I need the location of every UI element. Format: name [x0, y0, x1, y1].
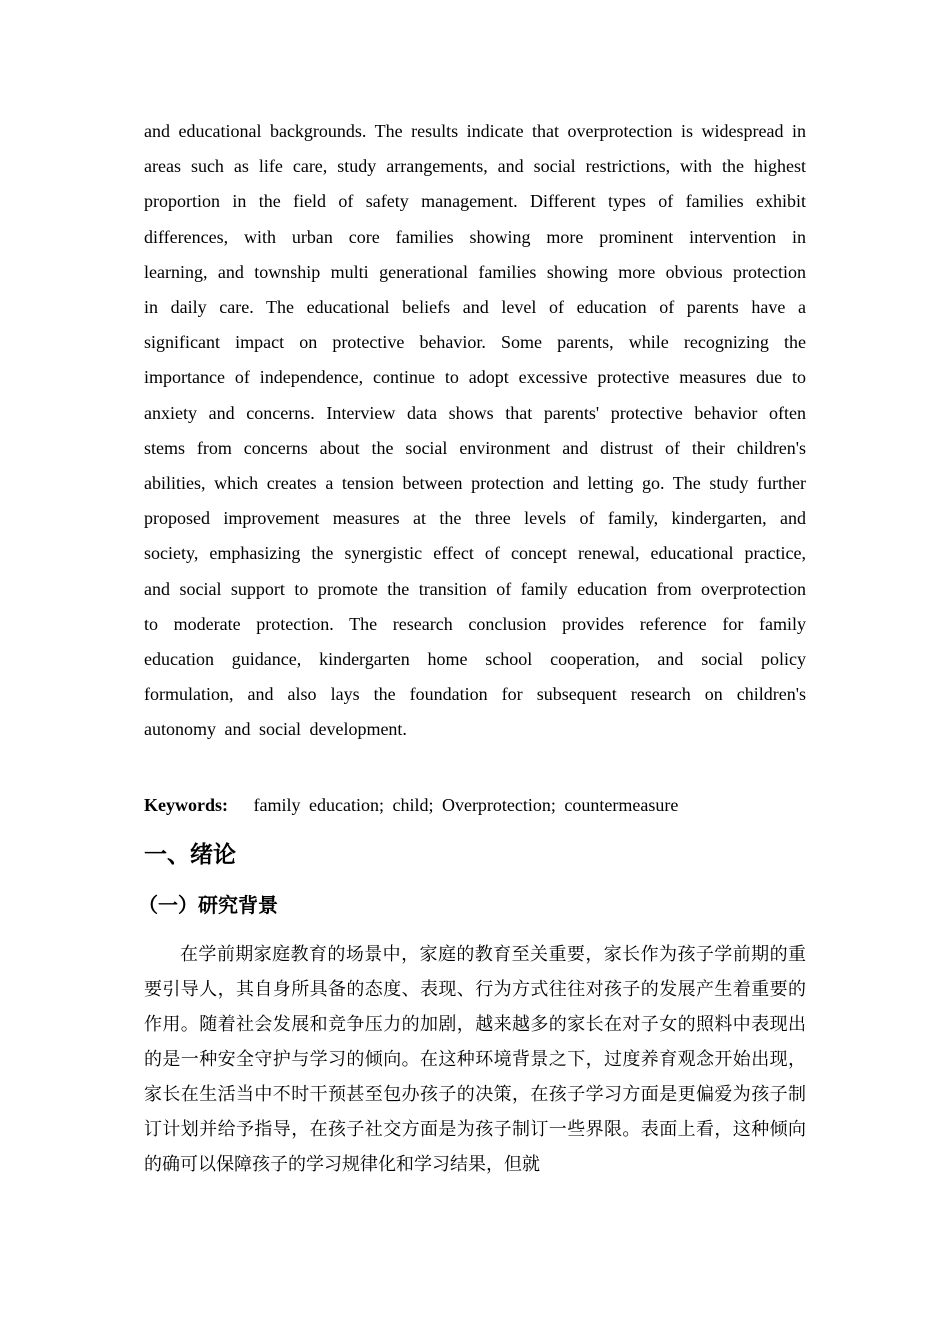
document-page	[138, 114, 806, 1182]
keywords-text: family education; child; Overprotection; countermeasure	[253, 794, 679, 815]
abstract-paragraph: and educational backgrounds. The results indicate that overprotection is widespread in areas such as life care, study arrangements, and social restrictions, with the highest proportion in the field of safety management. Different types of families exhibit differences, with urban core families showing more prominent intervention in learning, and township multi generational families showing more obvious protection in daily care. The educational beliefs and level of education of parents have a significant impact on protective behavior. Some parents, while recognizing the importance of independence, continue to adopt excessive protective measures due to anxiety and concerns. Interview data shows that parents' protective behavior often stems from concerns about the social environment and distrust of their children's abilities, which creates a tension between protection and letting go. The study further proposed improvement measures at the three levels of family, kindergarten, and society, emphasizing the synergistic effect of concept renewal, educational practice, and social support to promote the transition of family education from overprotection to moderate protection. The research conclusion provides reference for family education guidance, kindergarten home school cooperation, and social policy formulation, and also lays the foundation for subsequent research on children's autonomy and social development.	[144, 121, 806, 740]
keywords-label: Keywords:	[144, 794, 228, 815]
body-paragraph: 在学前期家庭教育的场景中，家庭的教育至关重要，家长作为孩子学前期的重要引导人，其自身所具备的态度、表现、行为方式往往对孩子的发展产生着重要的作用。随着社会发展和竞争压力的加剧，越来越多的家长在对子女的照料中表现出的是一种安全守护与学习的倾向。在这种环境背景之下，过度养育观念开始出现，家长在生活当中不时干预甚至包办孩子的决策，在孩子学习方面是更偏爱为孩子制订计划并给予指导，在孩子社交方面是为孩子制订一些界限。表面上看，这种倾向的确可以保障孩子的学习规律化和学习结果，但就	[144, 943, 806, 1175]
keywords-spacer	[237, 795, 246, 815]
section-heading: 一、绪论	[144, 841, 236, 868]
subsection-heading: （一）研究背景	[138, 892, 278, 917]
keywords-line	[144, 792, 806, 818]
